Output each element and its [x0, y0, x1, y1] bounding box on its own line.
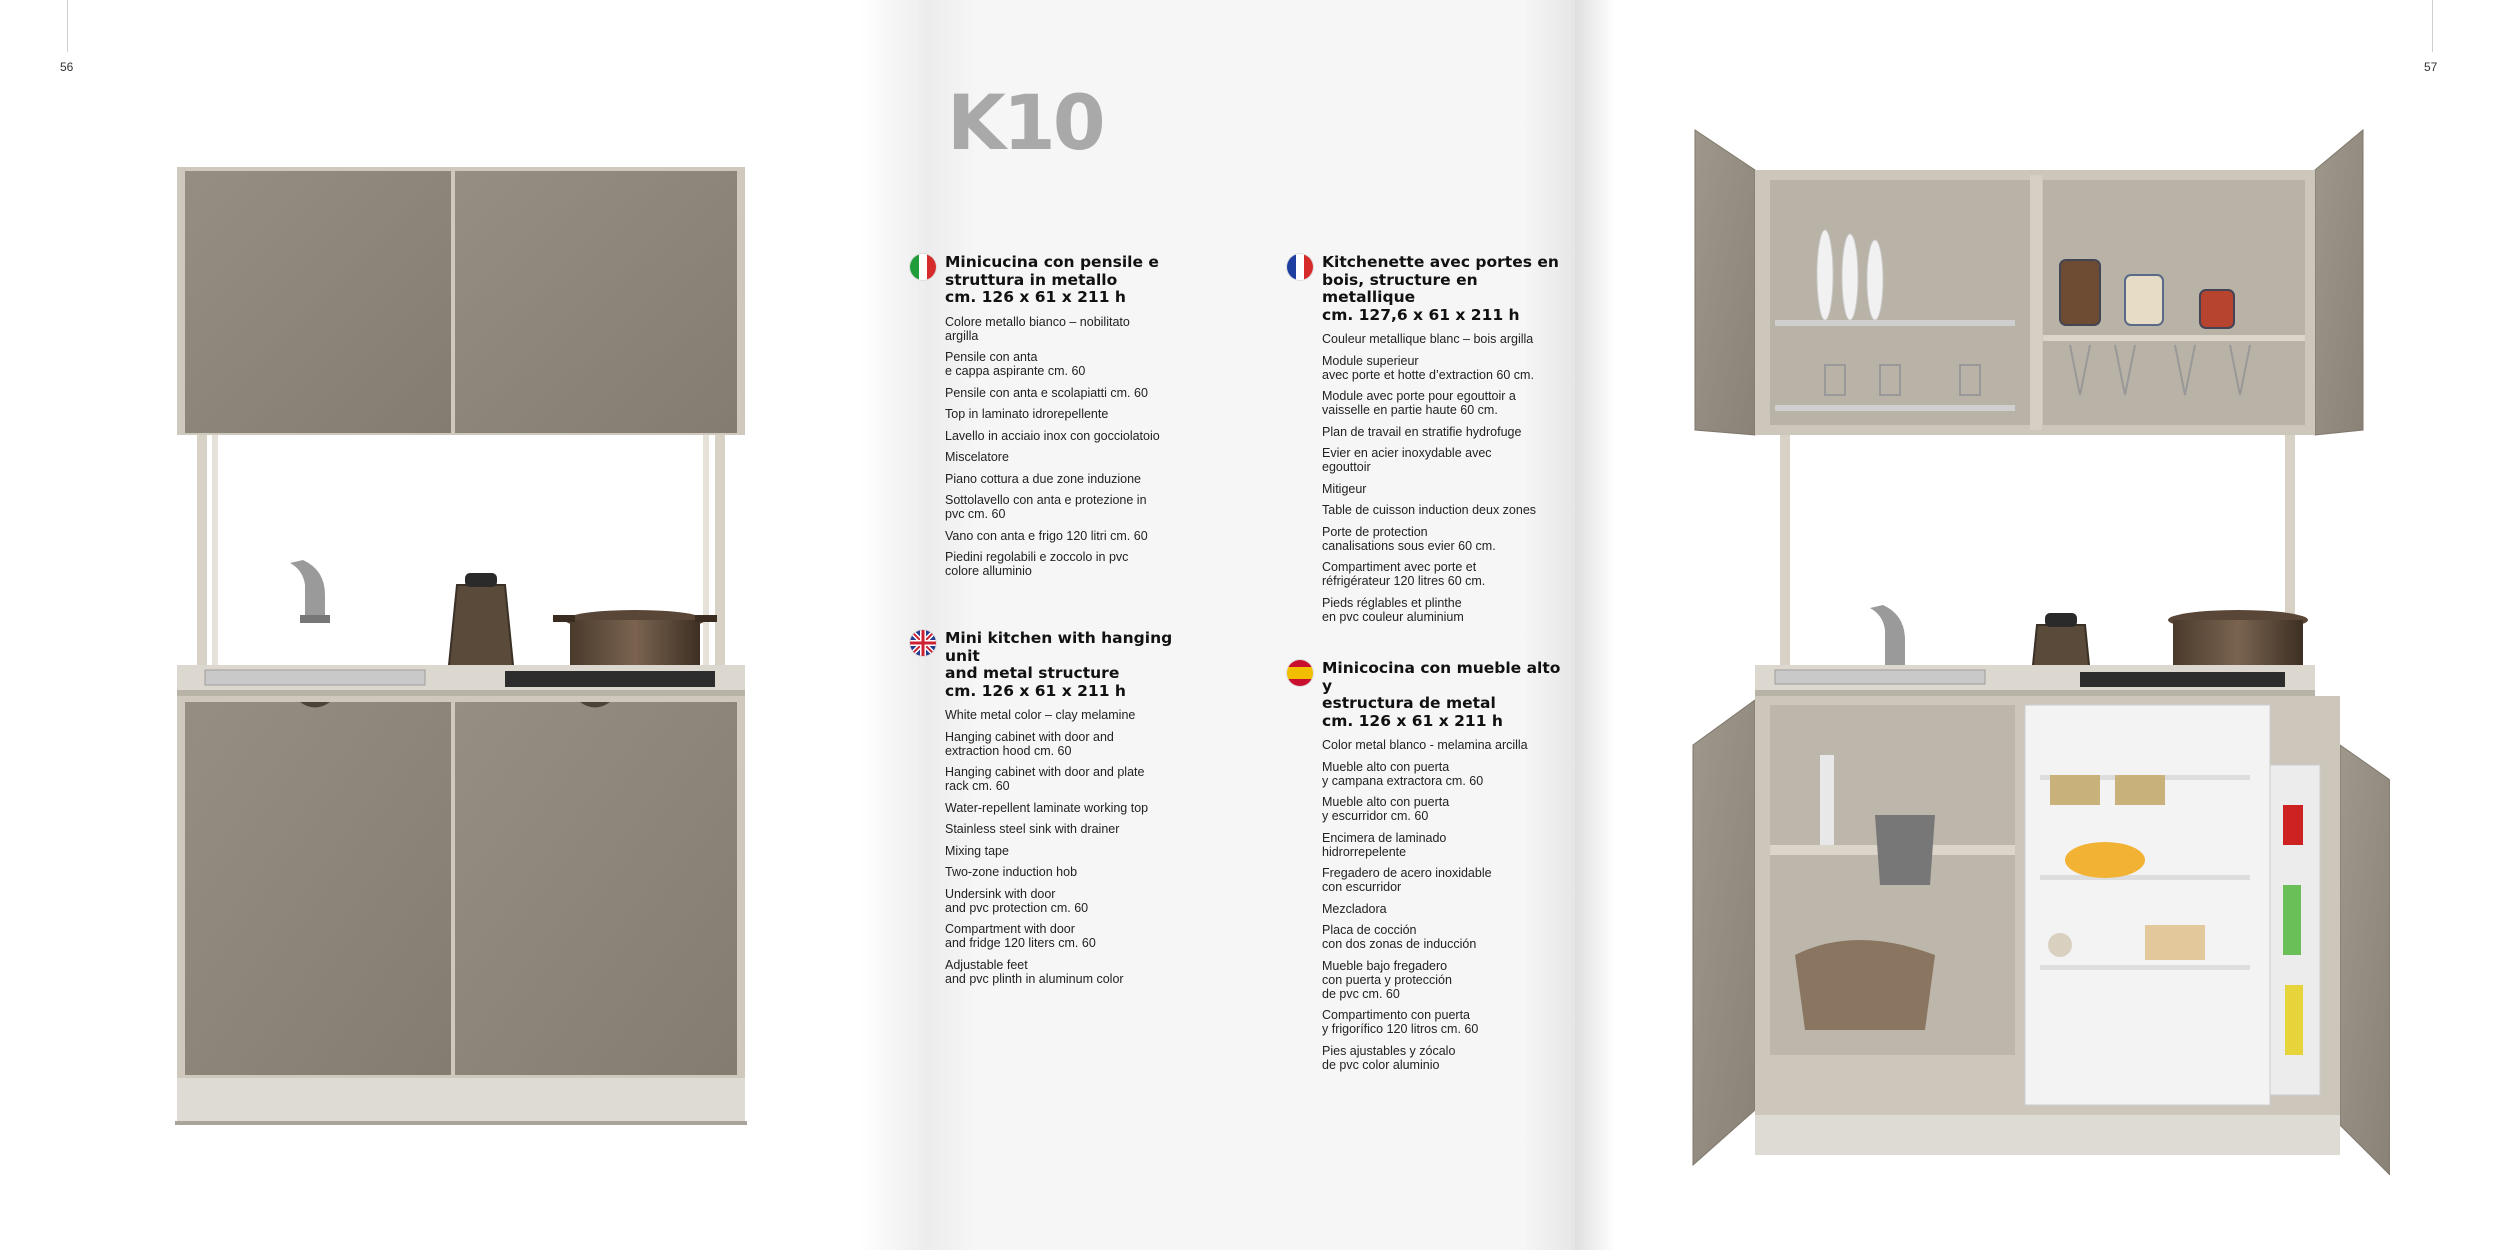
list-item: Pensile con anta e scolapiatti cm. 60 [945, 385, 1148, 400]
list-item: Mixing tape [945, 843, 1009, 858]
spec-title-english: Mini kitchen with hanging unit and metal structure cm. 126 x 61 x 211 h [945, 629, 1173, 700]
kitchenette-open-image [1685, 125, 2390, 1175]
spec-list-french [1322, 332, 1572, 624]
list-item: Module superieur avec porte et hotte d’extraction 60 cm. [1322, 353, 1534, 382]
list-item: Two-zone induction hob [945, 865, 1078, 879]
list-item: Hanging cabinet with door and plate rack cm. 60 [945, 765, 1145, 793]
list-item: Piedini regolabili e zoccolo in pvc colore alluminio [945, 550, 1129, 578]
list-item: Pensile con anta e cappa aspirante cm. 60 [945, 350, 1086, 378]
list-item: Vano con anta e frigo 120 litri cm. 60 [945, 528, 1148, 543]
list-item: Adjustable feet and pvc plinth in aluminum color [945, 957, 1124, 986]
list-item: Compartimento con puerta y frigorífico 120 litros cm. 60 [1322, 1008, 1479, 1036]
list-item: Encimera de laminado hidrorrepelente [1322, 830, 1447, 859]
france-flag-icon [1287, 254, 1313, 280]
spain-flag-icon [1287, 660, 1313, 686]
list-item: Color metal blanco - melamina arcilla [1322, 738, 1528, 752]
spec-list-italian [945, 315, 1195, 579]
list-item: Couleur metallique blanc – bois argilla [1322, 332, 1534, 346]
list-item: Plan de travail en stratifie hydrofuge [1322, 424, 1522, 439]
spec-block-english [945, 630, 1195, 993]
list-item: Colore metallo bianco – nobilitato argilla [945, 314, 1130, 343]
list-item: Mezcladora [1322, 901, 1387, 916]
list-item: Stainless steel sink with drainer [945, 822, 1120, 836]
gutter-shadow-right [1575, 0, 1615, 1250]
list-item: Top in laminato idrorepellente [945, 407, 1109, 421]
list-item: Hanging cabinet with door and extraction hood cm. 60 [945, 729, 1114, 758]
italy-flag-icon [910, 254, 936, 280]
model-title: K10 [947, 78, 1103, 167]
list-item: Miscelatore [945, 450, 1009, 464]
kitchenette-closed-illustration [175, 165, 747, 1125]
list-item: Pieds réglables et plinthe en pvc couleur aluminium [1322, 595, 1464, 624]
list-item: Compartiment avec porte et réfrigérateur 120 litres 60 cm. [1322, 560, 1486, 588]
spec-block-french [1322, 254, 1572, 631]
spec-list-spanish [1322, 738, 1572, 1072]
spec-title-french: Kitchenette avec portes en bois, structure en metallique cm. 127,6 x 61 x 211 h [1322, 253, 1559, 324]
left-page-marker [67, 0, 68, 52]
list-item: Water-repellent laminate working top [945, 800, 1149, 815]
uk-flag-icon [910, 630, 936, 656]
list-item: Undersink with door and pvc protection cm. 60 [945, 886, 1089, 915]
list-item: Sottolavello con anta e protezione in pvc cm. 60 [945, 493, 1147, 521]
kitchenette-open-illustration [1685, 125, 2390, 1175]
list-item: Mueble alto con puerta y escurridor cm. 60 [1322, 795, 1450, 823]
gutter-shadow-left [860, 0, 925, 1250]
list-item: Lavello in acciaio inox con gocciolatoio [945, 428, 1160, 443]
list-item: Evier en acier inoxydable avec egouttoir [1322, 446, 1492, 474]
page-number-left: 56 [60, 60, 74, 74]
list-item: Mueble alto con puerta y campana extractora cm. 60 [1322, 759, 1484, 788]
list-item: Piano cottura a due zone induzione [945, 471, 1141, 486]
spec-block-spanish [1322, 660, 1572, 1079]
list-item: Placa de cocción con dos zonas de inducción [1322, 923, 1477, 951]
right-page-marker [2432, 0, 2433, 52]
kitchenette-closed-image [175, 165, 747, 1125]
list-item: Mueble bajo fregadero con puerta y protección de pvc cm. 60 [1322, 958, 1452, 1001]
list-item: Compartment with door and fridge 120 liters cm. 60 [945, 922, 1096, 950]
list-item: Mitigeur [1322, 481, 1367, 496]
list-item: Table de cuisson induction deux zones [1322, 503, 1537, 517]
list-item: Fregadero de acero inoxidable con escurridor [1322, 866, 1492, 894]
list-item: White metal color – clay melamine [945, 708, 1136, 722]
spec-title-italian: Minicucina con pensile e struttura in metallo cm. 126 x 61 x 211 h [945, 253, 1159, 306]
page-number-right: 57 [2424, 60, 2438, 74]
list-item: Pies ajustables y zócalo de pvc color aluminio [1322, 1043, 1456, 1072]
list-item: Porte de protection canalisations sous evier 60 cm. [1322, 524, 1496, 553]
list-item: Module avec porte pour egouttoir a vaisselle en partie haute 60 cm. [1322, 389, 1516, 417]
spec-list-english [945, 708, 1195, 986]
spec-title-spanish: Minicocina con mueble alto y estructura de metal cm. 126 x 61 x 211 h [1322, 659, 1561, 730]
spec-block-italian [945, 254, 1195, 586]
